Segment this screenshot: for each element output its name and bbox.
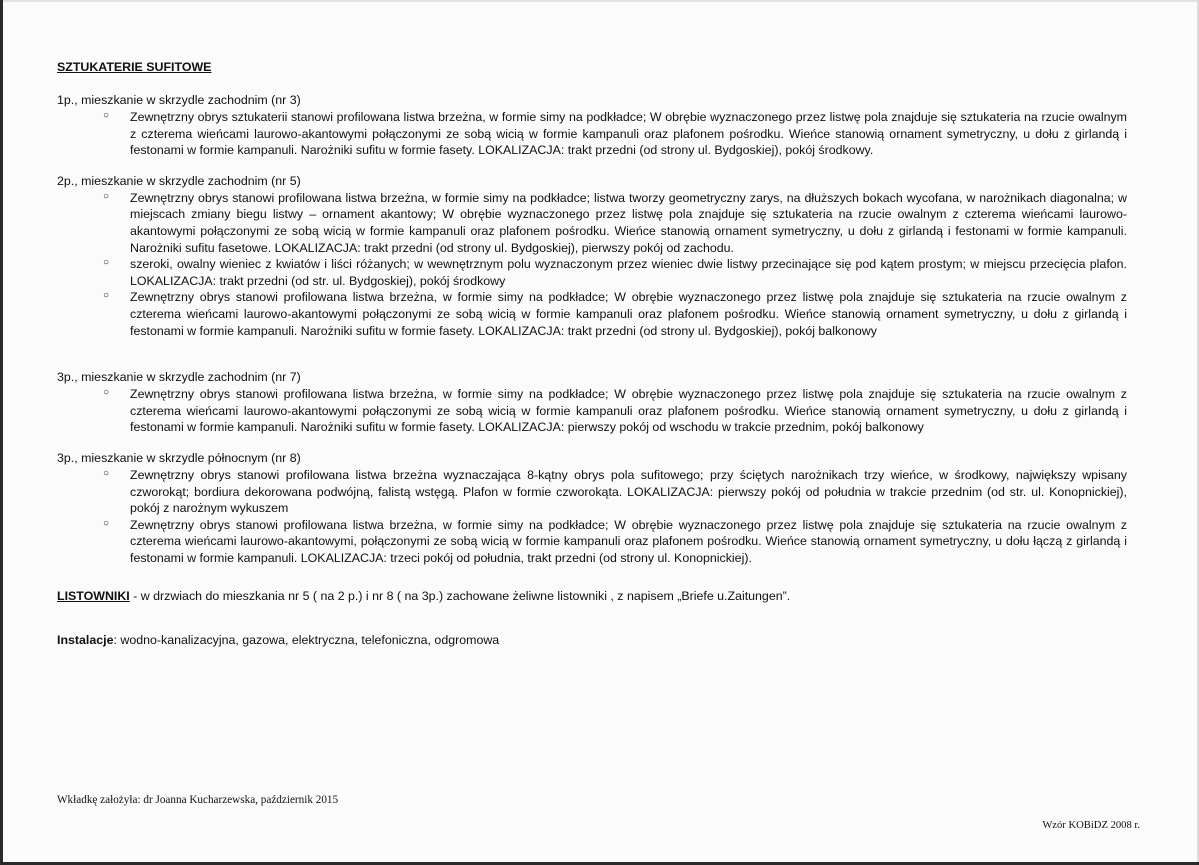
instalacje-label: Instalacje — [57, 633, 114, 648]
ornament-description: Zewnętrzny obrys stanowi profilowana listwa brzeżna wyznaczająca 8-kątny obrys pola sufitowego; przy ściętych narożnikach trzy wieńce, w środkowy, największy wpisany czworokąt; bordiura dekorowana podwójną, falistą wstęgą. Plafon w formie czworokąta. LOKALIZACJA: pierwszy pokój od południa w trakcie przednim (od str. ul. Konopnickiej), pokój z narożnym wykuszem — [130, 467, 1127, 516]
ornament-description: Zewnętrzny obrys stanowi profilowana listwa brzeżna, w formie simy na podkładce; W obrębie wyznaczonego przez listwę pola znajduje się sztukateria na rzucie owalnym z czterema wieńcami laurowo-akantowymi połączonymi ze sobą wicią w formie kampanuli oraz plafonem pośrodku. Wieńce stanowią ornament symetryczny, u dołu z girlandą i festonami w formie kampanuli. Narożniki sufitu w formie fasety. LOKALIZACJA: pierwszy pokój od wschodu w trakcie przednim, pokój balkonowy — [130, 387, 1127, 435]
ornament-item — [57, 109, 1127, 159]
apartment-entry — [57, 369, 1127, 436]
ornament-list — [57, 386, 1127, 436]
ornament-description: Zewnętrzny obrys stanowi profilowana listwa brzeżna, w formie simy na podkładce; W obrębie wyznaczonego przez listwę pola znajduje się sztukateria na rzucie owalnym z czterema wieńcami laurowo-akantowymi, połączonymi ze sobą wicią w formie kampanuli oraz plafonem pośrodku. Wieńce stanowią ornament symetryczny, u dołu łączą z girlandą i festonami w formie kampanuli. LOKALIZACJA: trzeci pokój od południa, trakt przedni (od strony ul. Konopnickiej). — [130, 517, 1127, 565]
apartment-entry — [57, 92, 1127, 159]
listowniki-paragraph — [57, 588, 1127, 605]
instalacje-text: : wodno-kanalizacyjna, gazowa, elektryczna, telefoniczna, odgromowa — [113, 633, 500, 648]
scan-edge-top — [0, 0, 1199, 2]
ornament-list — [57, 190, 1127, 339]
ornament-item — [57, 467, 1127, 517]
listowniki-text: - w drzwiach do mieszkania nr 5 ( na 2 p.) i nr 8 ( na 3p.) zachowane żeliwne listowniki , z napisem „Briefe u.Zaitungen”. — [129, 589, 791, 604]
bullet-icon: ○ — [103, 257, 110, 269]
bullet-icon: ○ — [103, 387, 110, 399]
ornament-item — [57, 386, 1127, 436]
author-note: Wkładkę założyła: dr Joanna Kucharzewska, październik 2015 — [57, 794, 339, 806]
bullet-icon: ○ — [103, 190, 110, 202]
template-note: Wzór KOBiDZ 2008 r. — [1042, 820, 1140, 831]
ornament-item — [57, 517, 1127, 567]
ornament-item — [57, 256, 1127, 289]
scan-edge-left — [0, 0, 3, 865]
apartment-title: 1p., mieszkanie w skrzydle zachodnim (nr 3) — [57, 93, 301, 107]
ornament-item — [57, 190, 1127, 256]
ornament-list — [57, 109, 1127, 159]
apartment-title: 3p., mieszkanie w skrzydle zachodnim (nr 7) — [57, 370, 301, 385]
apartment-title: 2p., mieszkanie w skrzydle zachodnim (nr 5) — [57, 173, 301, 188]
listowniki-label: LISTOWNIKI — [57, 589, 130, 604]
document-content — [57, 58, 1127, 649]
ornament-item — [57, 289, 1127, 339]
ornament-description: Zewnętrzny obrys stanowi profilowana listwa brzeżna, w formie simy na podkładce; listwa tworzy geometryczny zarys, na dłuższych bokach wycofana, w narożnikach diagonalna; w miejscach zmiany biegu listwy – ornament akantowy; W obrębie wyznaczonego przez listwę pola znajduje się sztukateria na rzucie owalnym z czterema wieńcami laurowo-akantowymi połączonymi ze sobą wicią w formie kampanuli oraz plafonem pośrodku. Wieńce stanowią ornament symetryczny, u dołu z girlandą i festonami w formie kampanuli. Narożniki sufitu fasetowe. LOKALIZACJA: trakt przedni (od strony ul. Bydgoskiej), pierwszy pokój od zachodu. — [130, 190, 1127, 255]
ornament-description: szeroki, owalny wieniec z kwiatów i liści różanych; w wewnętrznym polu wyznaczonym przez wieniec dwie listwy przecinające się pod kątem prostym; w miejscu przecięcia plafon. LOKALIZACJA: trakt przedni (od str. ul. Bydgoskiej), pokój środkowy — [130, 257, 1127, 288]
ornament-list — [57, 467, 1127, 567]
apartment-entry — [57, 173, 1127, 339]
apartment-entry — [57, 450, 1127, 567]
apartment-title: 3p., mieszkanie w skrzydle północnym (nr 8) — [57, 450, 301, 465]
instalacje-paragraph — [57, 632, 1127, 649]
ornament-description: Zewnętrzny obrys sztukaterii stanowi profilowana listwa brzeżna, w formie simy na podkładce; W obrębie wyznaczonego przez listwę pola znajduje się sztukateria na rzucie owalnym z czterema wieńcami laurowo-akantowymi połączonymi ze sobą wicią w formie kampanuli oraz plafonem pośrodku. Wieńce stanowią ornament symetryczny, u dołu z girlandą i festonami w formie kampanuli. Narożniki sufitu w formie fasety. LOKALIZACJA: trakt przedni (od strony ul. Bydgoskiej), pokój środkowy. — [130, 110, 1127, 158]
bullet-icon: ○ — [103, 290, 110, 302]
ornament-description: Zewnętrzny obrys stanowi profilowana listwa brzeżna, w formie simy na podkładce; W obrębie wyznaczonego przez listwę pola znajduje się sztukateria na rzucie owalnym z czterema wieńcami laurowo-akantowymi połączonymi ze sobą wicią w formie kampanuli oraz plafonem pośrodku. Wieńce stanowią ornament symetryczny, u dołu z girlandą i festonami w formie kampanuli. Narożniki sufitu w formie fasety. LOKALIZACJA: trakt przedni (od strony ul. Bydgoskiej), pokój balkonowy — [130, 290, 1127, 338]
bullet-icon: ○ — [103, 110, 110, 121]
section-title: SZTUKATERIE SUFITOWE — [57, 60, 212, 74]
bullet-icon: ○ — [103, 467, 110, 479]
bullet-icon: ○ — [103, 517, 110, 529]
